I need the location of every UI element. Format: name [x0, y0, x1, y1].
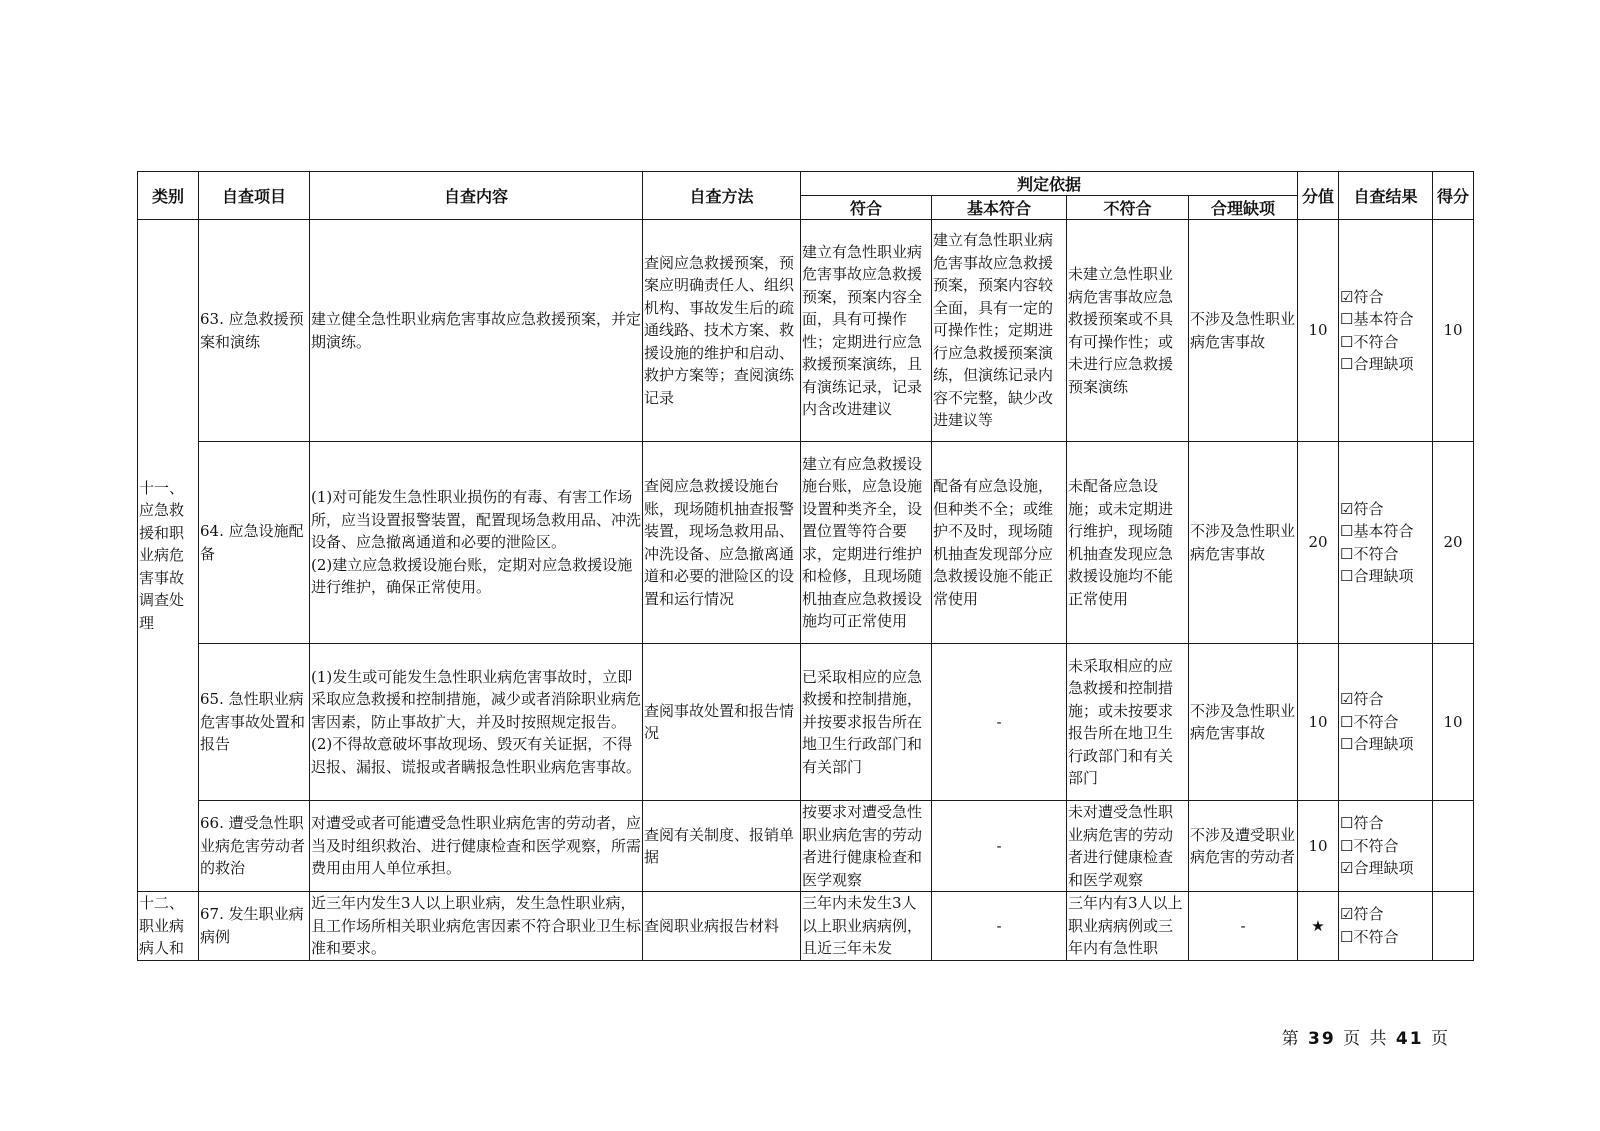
header-score: 得分: [1433, 172, 1474, 220]
missing-cell: 不涉及急性职业病危害事故: [1189, 220, 1298, 442]
table-row: [138, 801, 1474, 892]
method-cell: 查阅有关制度、报销单据: [643, 801, 801, 892]
value-cell: 20: [1298, 442, 1339, 644]
result-option-checkbox[interactable]: ☐不符合: [1340, 836, 1399, 855]
score-cell: [1433, 801, 1474, 892]
conform-cell: 建立有急性职业病危害事故应急救援预案，预案内容全面，具有可操作性；定期进行应急救援预案演练，且有演练记录，记录内含改进建议: [801, 220, 932, 442]
content-cell: (1)发生或可能发生急性职业病危害事故时，立即采取应急救援和控制措施，减少或者消除职业病危害因素，防止事故扩大，并及时按照规定报告。 (2)不得故意破坏事故现场、毁灭有关证据，不得迟报、漏报、谎报或者瞒报急性职业病危害事故。: [310, 644, 643, 801]
result-option-checkbox[interactable]: ☐符合: [1340, 814, 1384, 833]
header-reasonable-missing: 合理缺项: [1189, 196, 1298, 220]
basic-conform-cell: 建立有急性职业病危害事故应急救援预案，预案内容较全面，具有一定的可操作性；定期进行应急救援预案演练，但演练记录内容不完整，缺少改进建议等: [932, 220, 1067, 442]
basic-conform-cell: -: [932, 644, 1067, 801]
basic-conform-cell: -: [932, 892, 1067, 961]
result-cell: [1339, 892, 1433, 961]
result-option-checkbox[interactable]: ☐不符合: [1340, 332, 1399, 351]
result-option-checkbox[interactable]: ☑符合: [1340, 287, 1384, 306]
basic-conform-cell: 配备有应急设施，但种类不全；或维护不及时，现场随机抽查发现部分应急救援设施不能正常使用: [932, 442, 1067, 644]
result-cell: [1339, 644, 1433, 801]
header-content: 自查内容: [310, 172, 643, 220]
conform-cell: 按要求对遭受急性职业病危害的劳动者进行健康检查和医学观察: [801, 801, 932, 892]
method-cell: 查阅事故处置和报告情况: [643, 644, 801, 801]
nonconform-cell: 未采取相应的应急救援和控制措施；或未按要求报告所在地卫生行政部门和有关部门: [1067, 644, 1189, 801]
result-cell: [1339, 801, 1433, 892]
header-conform: 符合: [801, 196, 932, 220]
score-cell: 10: [1433, 220, 1474, 442]
nonconform-cell: 未建立急性职业病危害事故应急救援预案或不具有可操作性；或未进行应急救援预案演练: [1067, 220, 1189, 442]
item-cell: 66. 遭受急性职业病危害劳动者的救治: [199, 801, 310, 892]
header-item: 自查项目: [199, 172, 310, 220]
page-number-footer: [1282, 1024, 1450, 1049]
item-cell: 63. 应急救援预案和演练: [199, 220, 310, 442]
score-cell: 20: [1433, 442, 1474, 644]
self-inspection-table: [137, 171, 1474, 961]
table-row: [138, 220, 1474, 442]
content-cell: 近三年内发生3人以上职业病，发生急性职业病，且工作场所相关职业病危害因素不符合职业卫生标准和要求。: [310, 892, 643, 961]
footer-prefix: 第: [1281, 1029, 1301, 1049]
result-option-checkbox[interactable]: ☐基本符合: [1340, 522, 1414, 540]
total-page-number: 41: [1395, 1029, 1424, 1049]
table-row: [138, 442, 1474, 644]
header-basis: 判定依据: [801, 172, 1298, 196]
current-page-number: 39: [1308, 1029, 1336, 1049]
missing-cell: -: [1189, 892, 1298, 961]
missing-cell: 不涉及急性职业病危害事故: [1189, 442, 1298, 644]
footer-mid: 页 共: [1343, 1029, 1389, 1049]
value-cell: ★: [1298, 892, 1339, 961]
value-cell: 10: [1298, 644, 1339, 801]
result-option-checkbox[interactable]: ☑合理缺项: [1340, 859, 1414, 878]
nonconform-cell: 三年内有3人以上职业病病例或三年内有急性职: [1067, 892, 1189, 961]
value-cell: 10: [1298, 801, 1339, 892]
nonconform-cell: 未配备应急设施；或未定期进行维护，现场随机抽查发现应急救援设施均不能正常使用: [1067, 442, 1189, 644]
conform-cell: 三年内未发生3人以上职业病病例，且近三年未发: [801, 892, 932, 961]
result-option-checkbox[interactable]: ☐合理缺项: [1340, 567, 1414, 585]
header-method: 自查方法: [643, 172, 801, 220]
result-option-checkbox[interactable]: ☐不符合: [1340, 544, 1399, 563]
result-option-checkbox[interactable]: ☐基本符合: [1340, 310, 1414, 328]
conform-cell: 建立有应急救援设施台账，应急设施设置种类齐全，设置位置等符合要求，定期进行维护和检修，且现场随机抽查应急救援设施均可正常使用: [801, 442, 932, 644]
result-option-checkbox[interactable]: ☑符合: [1340, 905, 1384, 924]
item-cell: 65. 急性职业病危害事故处置和报告: [199, 644, 310, 801]
footer-suffix: 页: [1431, 1029, 1450, 1049]
value-cell: 10: [1298, 220, 1339, 442]
score-cell: 10: [1433, 644, 1474, 801]
basic-conform-cell: -: [932, 801, 1067, 892]
category-cell: 十二、 职业病病人和: [138, 892, 199, 961]
result-option-checkbox[interactable]: ☑符合: [1340, 499, 1384, 518]
nonconform-cell: 未对遭受急性职业病危害的劳动者进行健康检查和医学观察: [1067, 801, 1189, 892]
header-nonconform: 不符合: [1067, 196, 1189, 220]
item-cell: 64. 应急设施配备: [199, 442, 310, 644]
method-cell: 查阅应急救援预案，预案应明确责任人、组织机构、事故发生后的疏通线路、技术方案、救援设施的维护和启动、救护方案等；查阅演练记录: [643, 220, 801, 442]
score-cell: [1433, 892, 1474, 961]
table-row: [138, 644, 1474, 801]
content-cell: (1)对可能发生急性职业损伤的有毒、有害工作场所，应当设置报警装置，配置现场急救用品、冲洗设备、应急撤离通道和必要的泄险区。 (2)建立应急救援设施台账，定期对应急救援设施进行维护，确保正常使用。: [310, 442, 643, 644]
table-row: [138, 892, 1474, 961]
missing-cell: 不涉及急性职业病危害事故: [1189, 644, 1298, 801]
header-basic-conform: 基本符合: [932, 196, 1067, 220]
result-option-checkbox[interactable]: ☐合理缺项: [1340, 355, 1414, 373]
missing-cell: 不涉及遭受职业病危害的劳动者: [1189, 801, 1298, 892]
conform-cell: 已采取相应的应急救援和控制措施，并按要求报告所在地卫生行政部门和有关部门: [801, 644, 932, 801]
result-cell: [1339, 220, 1433, 442]
header-category: 类别: [138, 172, 199, 220]
header-score-value: 分值: [1298, 172, 1339, 220]
result-option-checkbox[interactable]: ☐不符合: [1340, 927, 1399, 946]
item-cell: 67. 发生职业病病例: [199, 892, 310, 961]
method-cell: 查阅应急救援设施台账，现场随机抽查报警装置，现场急救用品、冲洗设备、应急撤离通道和必要的泄险区的设置和运行情况: [643, 442, 801, 644]
result-option-checkbox[interactable]: ☐不符合: [1340, 712, 1399, 731]
category-cell: 十一、 应急救援和职业病危害事故调查处理: [138, 220, 199, 892]
result-option-checkbox[interactable]: ☐合理缺项: [1340, 735, 1414, 754]
header-result: 自查结果: [1339, 172, 1433, 220]
method-cell: 查阅职业病报告材料: [643, 892, 801, 961]
content-cell: 对遭受或者可能遭受急性职业病危害的劳动者，应当及时组织救治、进行健康检查和医学观察，所需费用由用人单位承担。: [310, 801, 643, 892]
result-option-checkbox[interactable]: ☑符合: [1340, 690, 1384, 709]
content-cell: 建立健全急性职业病危害事故应急救援预案，并定期演练。: [310, 220, 643, 442]
result-cell: [1339, 442, 1433, 644]
